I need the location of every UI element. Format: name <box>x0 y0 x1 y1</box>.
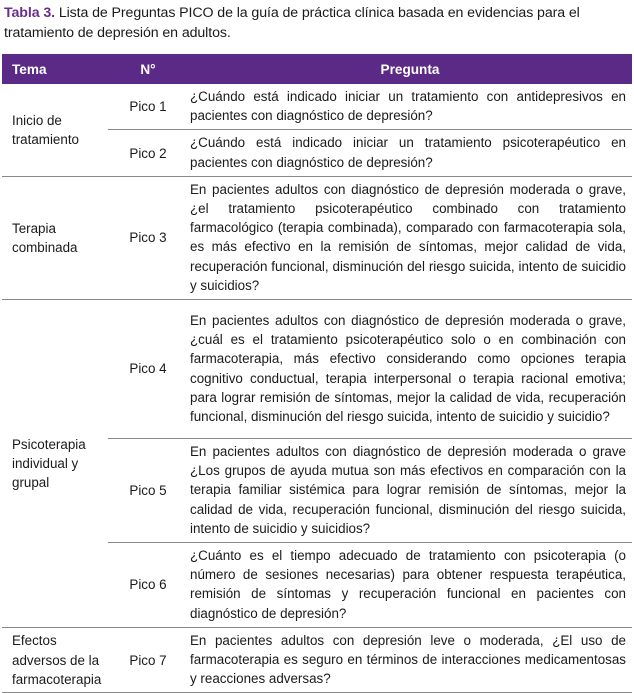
header-tema: Tema <box>2 54 108 84</box>
pico-cell: Pico 1 <box>129 99 167 115</box>
pico-cell: Pico 4 <box>108 300 188 439</box>
table-row <box>2 176 632 299</box>
pregunta-cell: En pacientes adultos con diagnóstico de depresión moderada o grave, ¿cuál es el tratamiento psicoterapéutico solo o en combinación con farmacoterapia, más efectivo considerando como opciones terapia cognitivo conductual, terapia interpersonal o terapia racional emotiva; para lograr remisión de síntomas, mejor la calidad de vida, recuperación funcional, disminución del riesgo suicida, intento de suicidio y suicidio? <box>188 300 632 439</box>
tema-cell: Efectos adversos de la farmacoterapia <box>2 627 108 693</box>
pico-cell: Pico 6 <box>108 543 188 628</box>
pregunta-cell: En pacientes adultos con diagnóstico de depresión moderada o grave, ¿el tratamiento psicoterapéutico combinado con tratamiento farmacológico (terapia combinada), comparado con farmacoterapia sola, es más efectivo en la remisión de síntomas, mejor calidad de vida, recuperación funcional, disminución del riesgo suicida, intento de suicidio y suicidios? <box>188 176 632 299</box>
tema-cell: Inicio de tratamiento <box>12 112 79 147</box>
pico-table <box>2 54 632 693</box>
header-pregunta: Pregunta <box>188 54 632 84</box>
pregunta-cell: En pacientes adultos con diagnóstico de depresión moderada o grave ¿Los grupos de ayuda mutua son más efectivos en comparación con la terapia familiar sistémica para lograr remisión de síntomas, mejor la calidad de vida, recuperación funcional, disminución del riesgo suicida, intento de suicidio y suicidios? <box>188 439 632 543</box>
pregunta-cell: ¿Cuándo está indicado iniciar un tratamiento con antidepresivos en pacientes con diagnóstico de depresión? <box>190 89 626 124</box>
tema-cell: Psicoterapia individual y grupal <box>2 300 108 628</box>
header-row <box>2 54 632 84</box>
pregunta-cell: ¿Cuánto es el tiempo adecuado de tratamiento con psicoterapia (o número de sesiones necesarias) para obtener respuesta terapéutica, remisión de síntomas y recuperación funcional en pacientes con diagnóstico de depresión? <box>188 543 632 628</box>
table-row <box>2 84 632 130</box>
table-row <box>2 300 632 439</box>
pico-cell: Pico 2 <box>108 130 188 176</box>
pico-cell: Pico 7 <box>108 627 188 693</box>
tema-cell: Terapia combinada <box>2 176 108 299</box>
header-numero: N° <box>108 54 188 84</box>
pregunta-cell: En pacientes adultos con depresión leve o moderada, ¿El uso de farmacoterapia es seguro en términos de interacciones medicamentosas y reacciones adversas? <box>188 627 632 693</box>
table-row <box>2 627 632 693</box>
table-caption <box>0 0 634 43</box>
caption-text: Lista de Preguntas PICO de la guía de práctica clínica basada en evidencias para el tratamiento de depresión en adultos. <box>4 5 580 41</box>
pregunta-cell: ¿Cuándo está indicado iniciar un tratamiento psicoterapéutico en pacientes con diagnóstico de depresión? <box>188 130 632 176</box>
pico-cell: Pico 3 <box>108 176 188 299</box>
pico-cell: Pico 5 <box>108 439 188 543</box>
caption-label: Tabla 3. <box>4 5 55 21</box>
